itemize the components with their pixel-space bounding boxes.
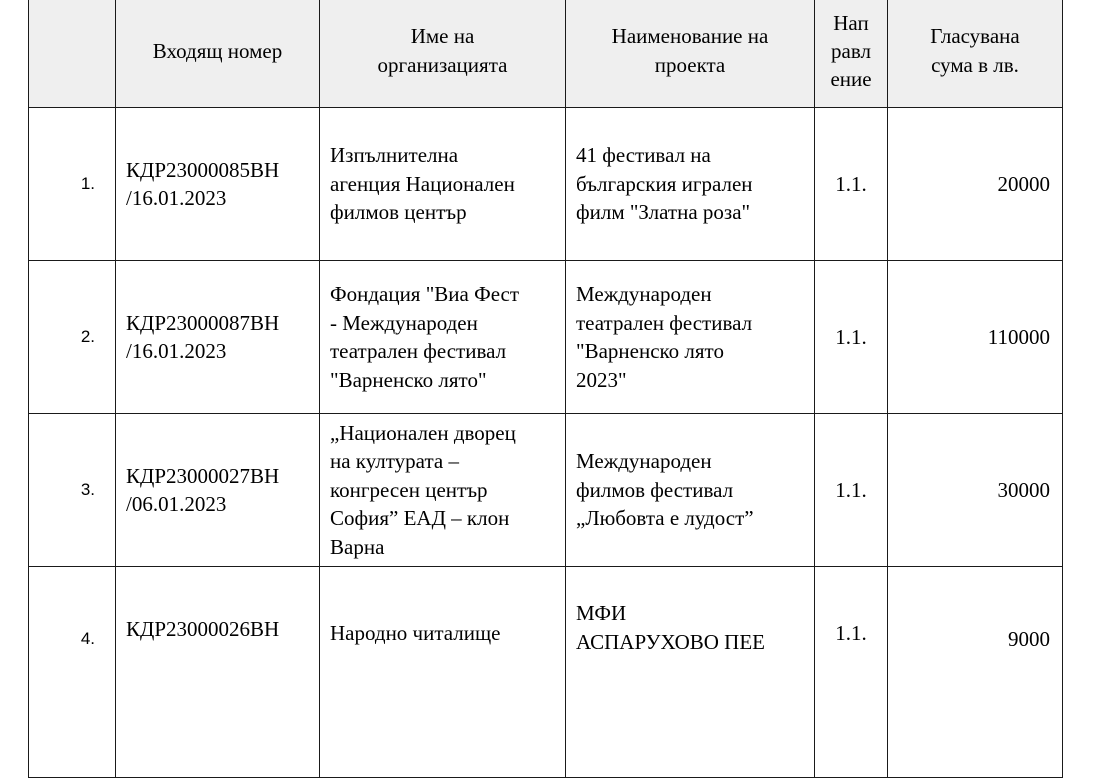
grant-table (28, 0, 1063, 778)
table-row (29, 567, 1063, 778)
direction-cell: 1.1. (815, 414, 888, 567)
direction-cell: 1.1. (815, 108, 888, 261)
table-header (29, 0, 1063, 108)
organization-cell: Изпълнителна агенция Национален филмов център (320, 108, 566, 261)
amount-cell: 30000 (888, 414, 1063, 567)
reference-number-cell: КДР23000087ВН /16.01.2023 (116, 261, 320, 414)
header-row (29, 0, 1063, 108)
header-reference-number: Входящ номер (116, 0, 320, 108)
project-cell: Международен филмов фестивал „Любовта е лудост” (566, 414, 815, 567)
table-row (29, 261, 1063, 414)
organization-cell: Народно читалище (320, 567, 566, 778)
header-voted-amount: Гласувана сума в лв. (888, 0, 1063, 108)
amount-cell: 9000 (888, 567, 1063, 778)
header-organization-name: Име на организацията (320, 0, 566, 108)
direction-cell: 1.1. (815, 567, 888, 778)
table-row (29, 108, 1063, 261)
organization-cell: „Национален дворец на културата – конгресен център София” ЕАД – клон Варна (320, 414, 566, 567)
direction-cell: 1.1. (815, 261, 888, 414)
row-number: 3. (29, 414, 116, 567)
project-cell: МФИ АСПАРУХОВО ПЕЕ (566, 567, 815, 778)
project-cell: 41 фестивал на българския игрален филм "Златна роза" (566, 108, 815, 261)
amount-cell: 110000 (888, 261, 1063, 414)
header-direction: Нап равл ение (815, 0, 888, 108)
header-project-name: Наименование на проекта (566, 0, 815, 108)
reference-number-cell: КДР23000026ВН (116, 567, 320, 778)
row-number: 2. (29, 261, 116, 414)
header-number (29, 0, 116, 108)
organization-cell: Фондация "Виа Фест - Международен театрален фестивал "Варненско лято" (320, 261, 566, 414)
row-number: 4. (29, 567, 116, 778)
amount-cell: 20000 (888, 108, 1063, 261)
project-cell: Международен театрален фестивал "Варненско лято 2023" (566, 261, 815, 414)
row-number: 1. (29, 108, 116, 261)
table-body (29, 108, 1063, 778)
reference-number-cell: КДР23000085ВН /16.01.2023 (116, 108, 320, 261)
reference-number-cell: КДР23000027ВН /06.01.2023 (116, 414, 320, 567)
table-row (29, 414, 1063, 567)
